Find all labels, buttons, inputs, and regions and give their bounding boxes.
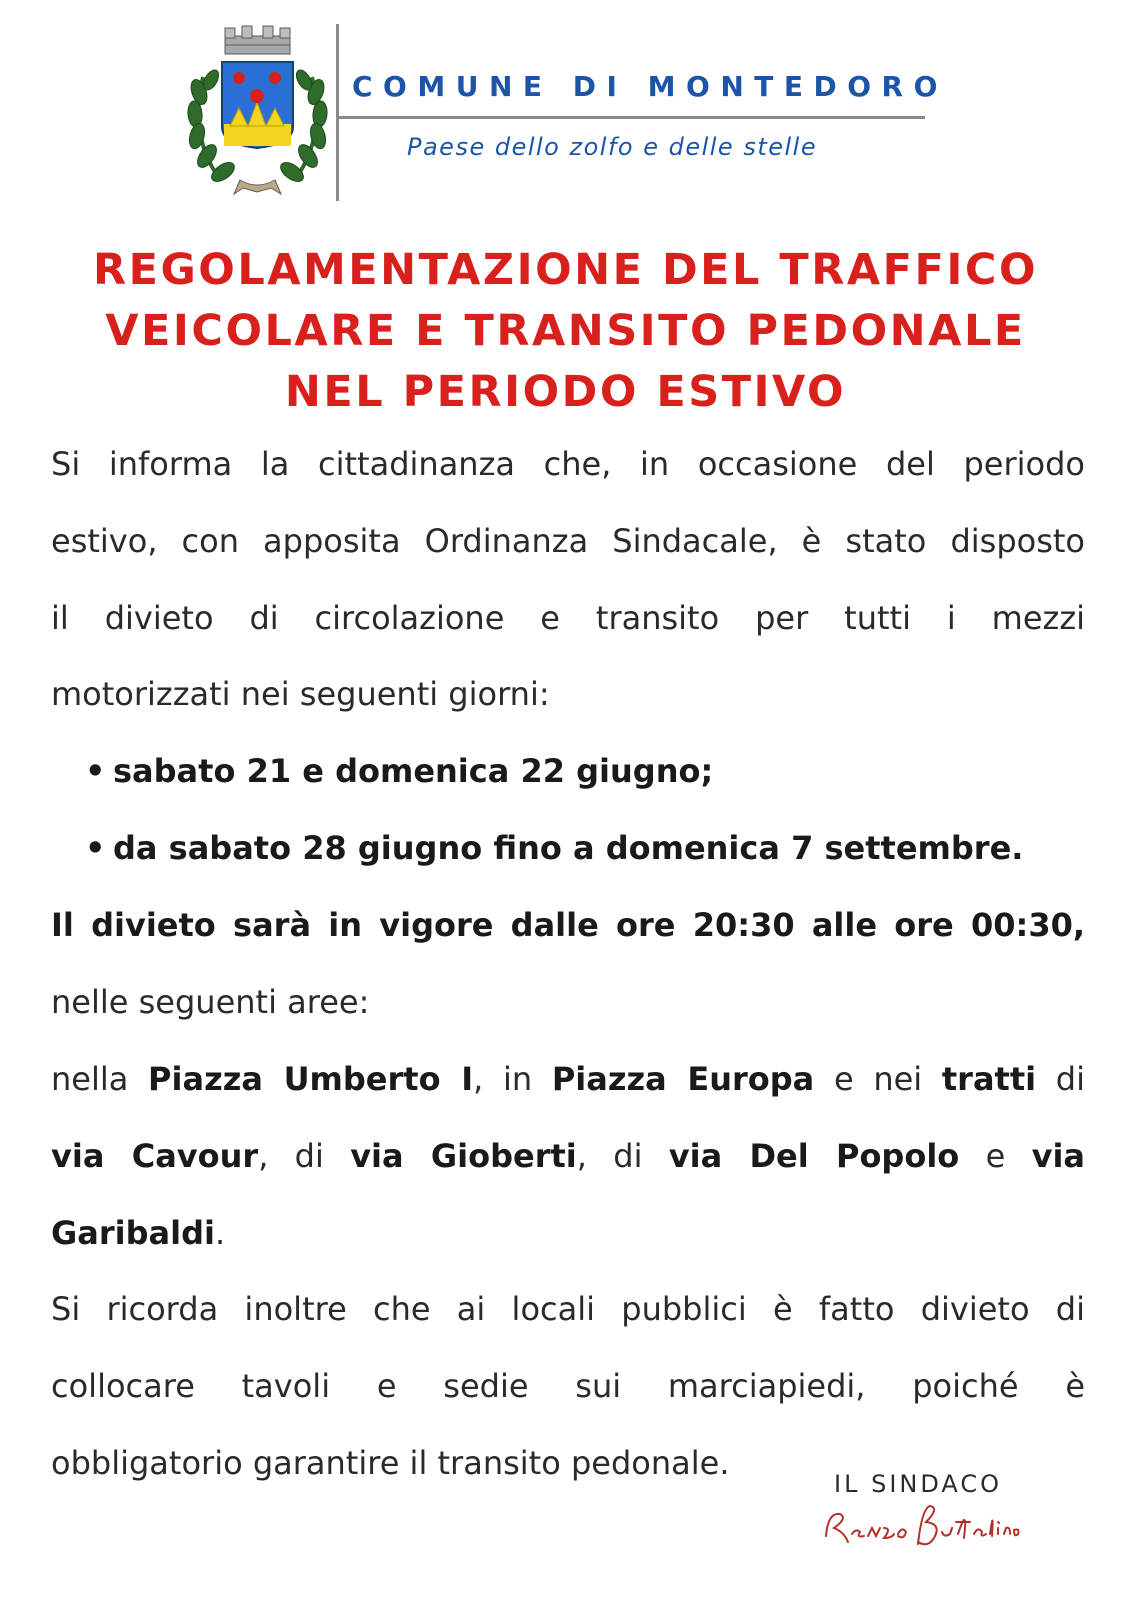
header <box>0 0 1131 220</box>
areas-text: nella <box>51 1060 129 1098</box>
areas-text: e nei <box>833 1060 923 1098</box>
area-name: Piazza Europa <box>551 1060 815 1098</box>
area-name: tratti <box>941 1060 1037 1098</box>
town-motto: Paese dello zolfo e delle stelle <box>407 133 818 161</box>
date-item <box>85 825 1085 871</box>
date-text: sabato 21 e domenica 22 giugno; <box>113 752 714 790</box>
reminder-line: obbligatorio garantire il transito pedonale. <box>51 1444 730 1482</box>
title-line: VEICOLARE E TRANSITO PEDONALE <box>105 306 1026 356</box>
intro-line: motorizzati nei seguenti giorni: <box>51 675 550 713</box>
bullet-icon: • <box>85 752 106 790</box>
area-name: Garibaldi <box>51 1214 215 1252</box>
reminder-line: Si ricorda inoltre che ai locali pubblici è fatto divieto di <box>51 1290 1085 1328</box>
bullet-icon: • <box>85 829 106 867</box>
header-vertical-divider <box>336 24 339 201</box>
title-line: NEL PERIODO ESTIVO <box>284 367 847 417</box>
area-name: via <box>1031 1137 1085 1175</box>
area-name: via Cavour <box>51 1137 259 1175</box>
mayor-signature <box>818 1498 1024 1560</box>
areas-text: . <box>214 1214 226 1252</box>
intro-line: Si informa la cittadinanza che, in occasione del periodo <box>51 445 1085 483</box>
areas-text: e <box>985 1137 1006 1175</box>
area-name: Piazza Umberto I <box>148 1060 474 1098</box>
intro-line: estivo, con apposita Ordinanza Sindacale, è stato disposto <box>51 522 1085 560</box>
title-line: REGOLAMENTAZIONE DEL TRAFFICO <box>92 245 1038 295</box>
areas-line <box>51 1133 1085 1179</box>
areas-text: , di <box>258 1137 324 1175</box>
reminder-line: collocare tavoli e sedie sui marciapiedi, poiché è <box>51 1367 1085 1405</box>
areas-text: di <box>1055 1060 1085 1098</box>
hours-line: Il divieto sarà in vigore dalle ore 20:30 alle ore 00:30, <box>51 906 1085 944</box>
area-name: via Del Popolo <box>668 1137 960 1175</box>
date-text: da sabato 28 giugno fino a domenica 7 settembre. <box>113 829 1024 867</box>
areas-text: , di <box>576 1137 643 1175</box>
notice-title <box>40 240 1091 423</box>
header-horizontal-divider <box>338 116 925 119</box>
areas-intro: nelle seguenti aree: <box>51 983 370 1021</box>
town-name: COMUNE DI MONTEDORO <box>352 70 948 103</box>
coat-of-arms-icon <box>185 22 330 200</box>
date-item <box>85 748 1085 794</box>
areas-line <box>51 1210 1085 1256</box>
intro-line: il divieto di circolazione e transito per tutti i mezzi <box>51 599 1085 637</box>
areas-text: , in <box>473 1060 533 1098</box>
area-name: via Gioberti <box>350 1137 577 1175</box>
mayor-label: IL SINDACO <box>834 1470 1003 1498</box>
areas-line <box>51 1056 1085 1102</box>
